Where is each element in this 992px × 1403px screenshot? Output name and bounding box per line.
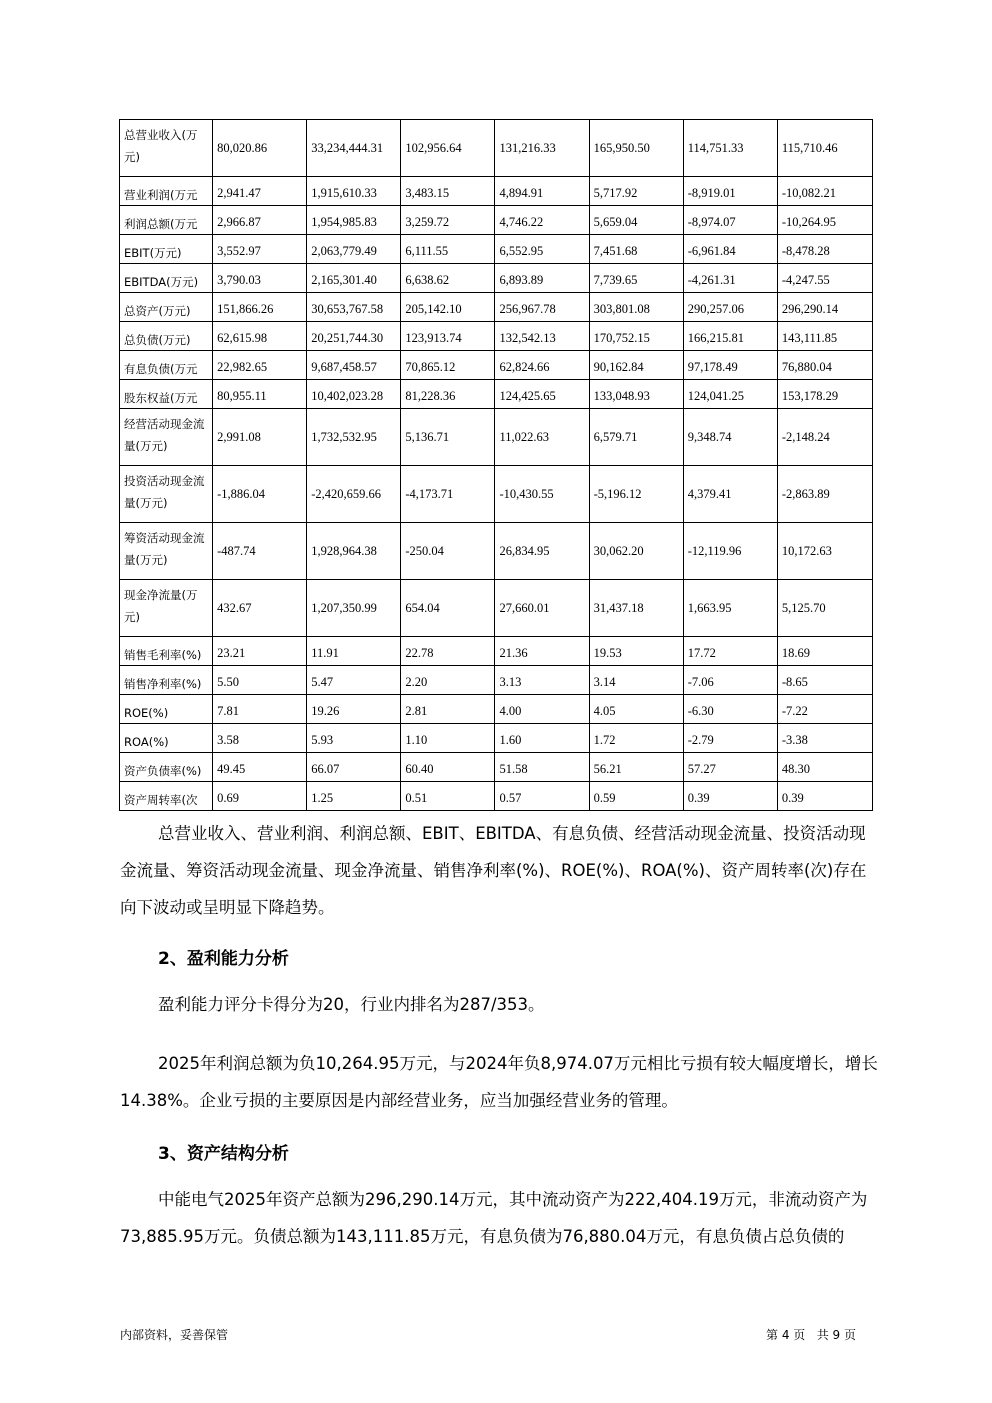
table-cell: 80,020.86 xyxy=(213,120,307,177)
table-cell: 1,915,610.33 xyxy=(307,177,401,206)
table-cell: 81,228.36 xyxy=(401,380,495,409)
table-row xyxy=(120,466,873,523)
table-cell: 1,954,985.83 xyxy=(307,206,401,235)
row-label: EBITDA(万元) xyxy=(120,264,213,293)
table-cell: 66.07 xyxy=(307,753,401,782)
table-cell: 2.81 xyxy=(401,695,495,724)
table-row xyxy=(120,206,873,235)
table-row xyxy=(120,637,873,666)
table-cell: 57.27 xyxy=(683,753,777,782)
table-cell: 3.13 xyxy=(495,666,589,695)
table-cell: 2.20 xyxy=(401,666,495,695)
row-label: 总资产(万元) xyxy=(120,293,213,322)
table-cell: 5,136.71 xyxy=(401,409,495,466)
table-cell: 6,552.95 xyxy=(495,235,589,264)
table-cell: 2,063,779.49 xyxy=(307,235,401,264)
table-cell: 20,251,744.30 xyxy=(307,322,401,351)
row-label: EBIT(万元) xyxy=(120,235,213,264)
table-row xyxy=(120,380,873,409)
table-row xyxy=(120,753,873,782)
table-cell: 166,215.81 xyxy=(683,322,777,351)
financial-indicators-table xyxy=(119,119,873,811)
footer-confidential-note: 内部资料，妥善保管 xyxy=(120,1328,229,1342)
table-cell: -2,420,659.66 xyxy=(307,466,401,523)
footer-page-number: 第 4 页 共 9 页 xyxy=(766,1328,856,1342)
table-cell: 17.72 xyxy=(683,637,777,666)
row-label: 总营业收入(万元) xyxy=(120,120,213,177)
table-cell: 31,437.18 xyxy=(589,580,683,637)
table-cell: 3,259.72 xyxy=(401,206,495,235)
table-cell: 26,834.95 xyxy=(495,523,589,580)
table-cell: 27,660.01 xyxy=(495,580,589,637)
table-cell: -6,961.84 xyxy=(683,235,777,264)
table-cell: 90,162.84 xyxy=(589,351,683,380)
table-cell: -4,247.55 xyxy=(777,264,872,293)
table-cell: 1.25 xyxy=(307,782,401,811)
row-label: 经营活动现金流量(万元) xyxy=(120,409,213,466)
table-cell: 6,638.62 xyxy=(401,264,495,293)
table-row xyxy=(120,782,873,811)
table-cell: 49.45 xyxy=(213,753,307,782)
table-cell: 3,483.15 xyxy=(401,177,495,206)
table-cell: 151,866.26 xyxy=(213,293,307,322)
table-cell: 3,552.97 xyxy=(213,235,307,264)
table-row xyxy=(120,235,873,264)
table-cell: 1.60 xyxy=(495,724,589,753)
table-cell: 114,751.33 xyxy=(683,120,777,177)
row-label: 筹资活动现金流量(万元) xyxy=(120,523,213,580)
table-cell: 4,379.41 xyxy=(683,466,777,523)
table-cell: 51.58 xyxy=(495,753,589,782)
table-row xyxy=(120,264,873,293)
table-cell: 0.39 xyxy=(683,782,777,811)
table-cell: 115,710.46 xyxy=(777,120,872,177)
table-cell: -2,863.89 xyxy=(777,466,872,523)
table-row xyxy=(120,177,873,206)
table-cell: 22,982.65 xyxy=(213,351,307,380)
table-cell: 60.40 xyxy=(401,753,495,782)
table-cell: 4.00 xyxy=(495,695,589,724)
table-cell: 7,451.68 xyxy=(589,235,683,264)
table-cell: 0.59 xyxy=(589,782,683,811)
table-cell: 4,894.91 xyxy=(495,177,589,206)
table-cell: 6,893.89 xyxy=(495,264,589,293)
asset-structure-paragraph: 中能电气2025年资产总额为296,290.14万元，其中流动资产为222,404.19万元，非流动资产为73,885.95万元。负债总额为143,111.85万元，有息负债为76,880.04万元，有息负债占总负债的 xyxy=(120,1190,868,1246)
table-cell: -5,196.12 xyxy=(589,466,683,523)
table-row xyxy=(120,580,873,637)
trend-summary-paragraph: 总营业收入、营业利润、利润总额、EBIT、EBITDA、有息负债、经营活动现金流量、投资活动现金流量、筹资活动现金流量、现金净流量、销售净利率(%)、ROE(%)、ROA(%)、资产周转率(次)存在向下波动或呈明显下降趋势。 xyxy=(120,824,867,917)
table-cell: 11,022.63 xyxy=(495,409,589,466)
table-cell: 76,880.04 xyxy=(777,351,872,380)
row-label: 资产负债率(%) xyxy=(120,753,213,782)
table-cell: 131,216.33 xyxy=(495,120,589,177)
table-cell: 70,865.12 xyxy=(401,351,495,380)
profitability-score-paragraph: 盈利能力评分卡得分为20，行业内排名为287/353。 xyxy=(158,995,545,1014)
table-cell: 97,178.49 xyxy=(683,351,777,380)
table-cell: -250.04 xyxy=(401,523,495,580)
table-cell: -7.22 xyxy=(777,695,872,724)
table-cell: 165,950.50 xyxy=(589,120,683,177)
table-cell: -4,261.31 xyxy=(683,264,777,293)
table-cell: 10,402,023.28 xyxy=(307,380,401,409)
table-row xyxy=(120,523,873,580)
table-cell: 19.26 xyxy=(307,695,401,724)
table-cell: 33,234,444.31 xyxy=(307,120,401,177)
row-label: 资产周转率(次 xyxy=(120,782,213,811)
table-cell: 132,542.13 xyxy=(495,322,589,351)
table-cell: 5.50 xyxy=(213,666,307,695)
table-cell: -1,886.04 xyxy=(213,466,307,523)
table-cell: -10,082.21 xyxy=(777,177,872,206)
table-cell: -4,173.71 xyxy=(401,466,495,523)
table-row xyxy=(120,409,873,466)
table-cell: 1.10 xyxy=(401,724,495,753)
table-cell: 170,752.15 xyxy=(589,322,683,351)
table-cell: 133,048.93 xyxy=(589,380,683,409)
table-cell: 123,913.74 xyxy=(401,322,495,351)
table-cell: 1.72 xyxy=(589,724,683,753)
table-cell: 21.36 xyxy=(495,637,589,666)
table-row xyxy=(120,351,873,380)
table-cell: 432.67 xyxy=(213,580,307,637)
table-row xyxy=(120,120,873,177)
table-cell: 0.57 xyxy=(495,782,589,811)
section-heading-profitability: 2、盈利能力分析 xyxy=(158,949,289,969)
table-cell: -8.65 xyxy=(777,666,872,695)
table-cell: 10,172.63 xyxy=(777,523,872,580)
table-cell: 0.51 xyxy=(401,782,495,811)
row-label: 营业利润(万元 xyxy=(120,177,213,206)
row-label: 总负债(万元) xyxy=(120,322,213,351)
table-cell: 102,956.64 xyxy=(401,120,495,177)
table-cell: 1,663.95 xyxy=(683,580,777,637)
row-label: 销售毛利率(%) xyxy=(120,637,213,666)
table-cell: 19.53 xyxy=(589,637,683,666)
table-cell: 2,165,301.40 xyxy=(307,264,401,293)
table-cell: 3,790.03 xyxy=(213,264,307,293)
table-cell: 256,967.78 xyxy=(495,293,589,322)
table-cell: 62,615.98 xyxy=(213,322,307,351)
table-cell: 205,142.10 xyxy=(401,293,495,322)
table-cell: 62,824.66 xyxy=(495,351,589,380)
table-cell: 3.14 xyxy=(589,666,683,695)
table-cell: 4,746.22 xyxy=(495,206,589,235)
row-label: 销售净利率(%) xyxy=(120,666,213,695)
table-cell: 9,687,458.57 xyxy=(307,351,401,380)
table-cell: 30,062.20 xyxy=(589,523,683,580)
profit-analysis-paragraph: 2025年利润总额为负10,264.95万元，与2024年负8,974.07万元相比亏损有较大幅度增长，增长14.38%。企业亏损的主要原因是内部经营业务，应当加强经营业务的管理。 xyxy=(120,1054,878,1110)
table-cell: 7,739.65 xyxy=(589,264,683,293)
table-cell: 124,425.65 xyxy=(495,380,589,409)
table-cell: 143,111.85 xyxy=(777,322,872,351)
table-cell: 3.58 xyxy=(213,724,307,753)
table-cell: 5,125.70 xyxy=(777,580,872,637)
table-row xyxy=(120,322,873,351)
table-cell: -10,264.95 xyxy=(777,206,872,235)
row-label: 有息负债(万元 xyxy=(120,351,213,380)
table-cell: -7.06 xyxy=(683,666,777,695)
table-cell: 11.91 xyxy=(307,637,401,666)
table-cell: 0.69 xyxy=(213,782,307,811)
table-cell: 296,290.14 xyxy=(777,293,872,322)
table-cell: -8,974.07 xyxy=(683,206,777,235)
table-cell: 1,732,532.95 xyxy=(307,409,401,466)
table-cell: 2,991.08 xyxy=(213,409,307,466)
table-cell: 290,257.06 xyxy=(683,293,777,322)
row-label: 利润总额(万元 xyxy=(120,206,213,235)
row-label: 投资活动现金流量(万元) xyxy=(120,466,213,523)
table-cell: 654.04 xyxy=(401,580,495,637)
table-cell: 1,928,964.38 xyxy=(307,523,401,580)
row-label: 现金净流量(万元) xyxy=(120,580,213,637)
table-cell: 7.81 xyxy=(213,695,307,724)
table-cell: 48.30 xyxy=(777,753,872,782)
table-cell: 124,041.25 xyxy=(683,380,777,409)
table-row xyxy=(120,695,873,724)
table-cell: 5.47 xyxy=(307,666,401,695)
table-cell: 56.21 xyxy=(589,753,683,782)
table-cell: 2,941.47 xyxy=(213,177,307,206)
table-cell: 4.05 xyxy=(589,695,683,724)
table-cell: 18.69 xyxy=(777,637,872,666)
table-cell: 0.39 xyxy=(777,782,872,811)
table-row xyxy=(120,724,873,753)
table-cell: -6.30 xyxy=(683,695,777,724)
table-cell: 2,966.87 xyxy=(213,206,307,235)
table-cell: -10,430.55 xyxy=(495,466,589,523)
table-cell: 5.93 xyxy=(307,724,401,753)
table-cell: 303,801.08 xyxy=(589,293,683,322)
table-cell: 22.78 xyxy=(401,637,495,666)
table-cell: 6,579.71 xyxy=(589,409,683,466)
row-label: 股东权益(万元 xyxy=(120,380,213,409)
row-label: ROE(%) xyxy=(120,695,213,724)
table-cell: 1,207,350.99 xyxy=(307,580,401,637)
table-cell: 153,178.29 xyxy=(777,380,872,409)
table-cell: 5,659.04 xyxy=(589,206,683,235)
table-cell: 9,348.74 xyxy=(683,409,777,466)
table-cell: 30,653,767.58 xyxy=(307,293,401,322)
table-cell: 6,111.55 xyxy=(401,235,495,264)
table-row xyxy=(120,293,873,322)
table-cell: -2,148.24 xyxy=(777,409,872,466)
table-cell: 80,955.11 xyxy=(213,380,307,409)
section-heading-asset-structure: 3、资产结构分析 xyxy=(158,1144,289,1164)
table-cell: -12,119.96 xyxy=(683,523,777,580)
table-cell: -3.38 xyxy=(777,724,872,753)
table-cell: -8,919.01 xyxy=(683,177,777,206)
table-cell: -2.79 xyxy=(683,724,777,753)
table-row xyxy=(120,666,873,695)
table-cell: 23.21 xyxy=(213,637,307,666)
table-cell: -8,478.28 xyxy=(777,235,872,264)
table-cell: 5,717.92 xyxy=(589,177,683,206)
table-cell: -487.74 xyxy=(213,523,307,580)
row-label: ROA(%) xyxy=(120,724,213,753)
